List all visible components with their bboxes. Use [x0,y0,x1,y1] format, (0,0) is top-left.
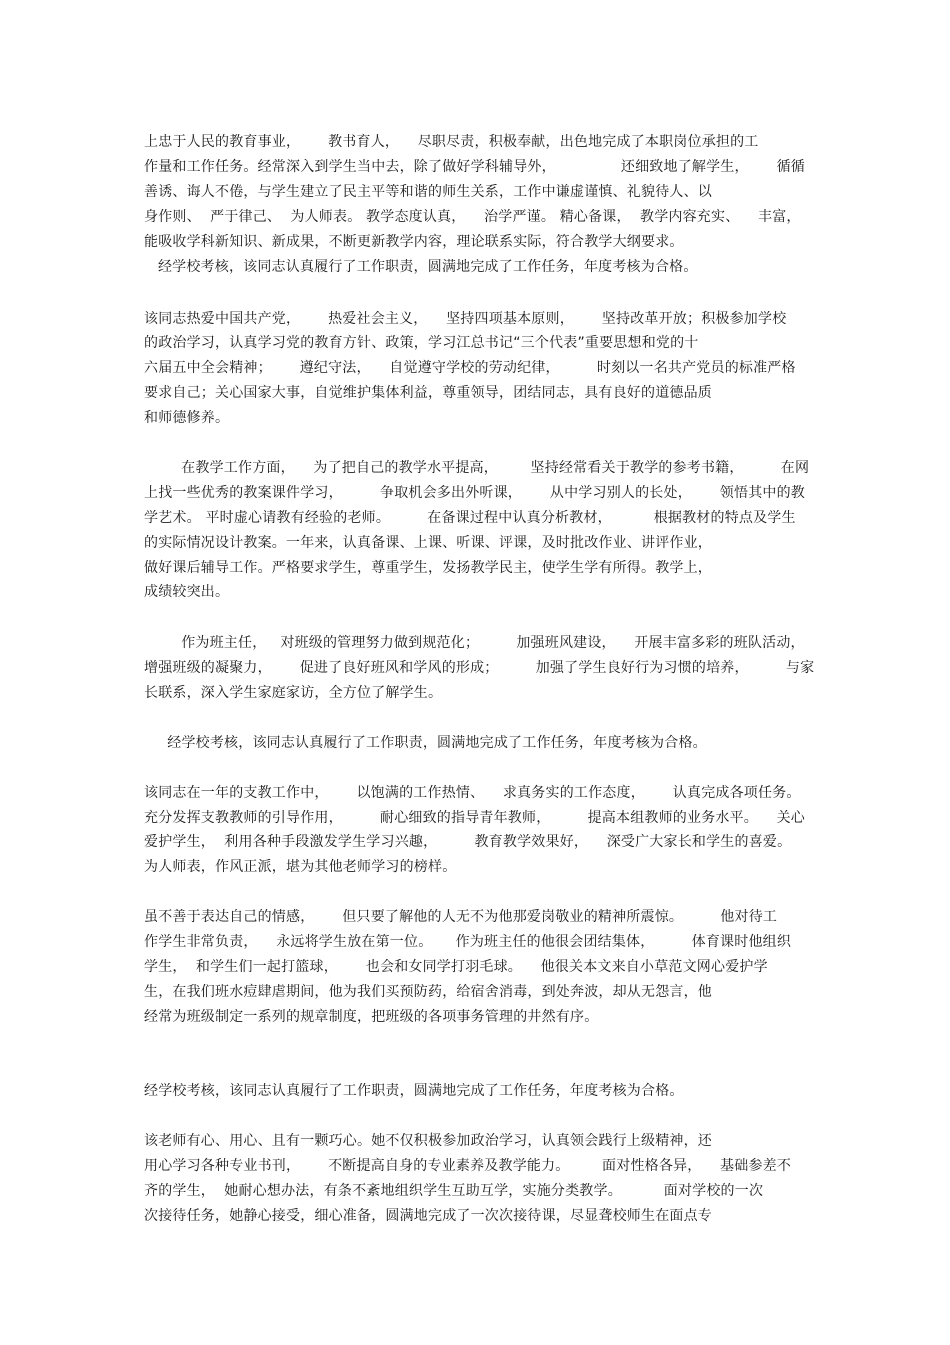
text-line: 作为班主任， 对班级的管理努力做到规范化； 加强班风建设， 开展丰富多彩的班队活动， [144,635,805,651]
text-line: 的实际情况设计教案。一年来，认真备课、上课、听课、评课，及时批改作业、讲评作业， [144,535,712,551]
text-line: 成绩较突出。 [144,584,230,600]
text-line: 虽不善于表达自己的情感， 但只要了解他的人无不为他那爱岗敬业的精神所震惊。 他对待工 [144,909,778,925]
text-line: 能吸收学科新知识、新成果，不断更新教学内容，理论联系实际，符合教学大纲要求。 [144,234,684,250]
text-line: 该老师有心、用心、且有一颗巧心。她不仅积极参加政治学习，认真领会践行上级精神，还 [144,1133,712,1149]
text-line: 爱护学生， 利用各种手段激发学生学习兴趣， 教育教学效果好， 深受广大家长和学生的喜爱。 [144,834,792,850]
text-line: 该同志在一年的支教工作中， 以饱满的工作热情、 求真务实的工作态度， 认真完成各项任务。 [144,785,801,801]
text-line: 为人师表，作风正派，堪为其他老师学习的榜样。 [144,859,457,875]
text-line: 要求自己；关心国家大事，自觉维护集体利益，尊重领导，团结同志，具有良好的道德品质 [144,385,712,401]
text-line: 的政治学习，认真学习党的教育方针、政策，学习江总书记“三个代表”重要思想和党的十 [144,335,699,351]
text-line: 在教学工作方面， 为了把自己的教学水平提高， 坚持经常看关于教学的参考书籍， 在网 [144,460,810,476]
text-line: 经学校考核，该同志认真履行了工作职责，圆满地完成了工作任务，年度考核为合格。 [144,1083,684,1099]
text-line: 善诱、诲人不倦，与学生建立了民主平等和谐的师生关系，工作中谦虚谨慎、礼貌待人、以 [144,184,712,200]
text-line: 经学校考核，该同志认真履行了工作职责，圆满地完成了工作任务，年度考核为合格。 [144,259,698,275]
text-line: 齐的学生， 她耐心想办法，有条不紊地组织学生互助互学，实施分类教学。 面对学校的一次 [144,1183,764,1199]
text-line: 身作则、 严于律己、 为人师表。 教学态度认真， 治学严谨。 精心备课， 教学内容充实、 丰富， [144,209,801,225]
text-line: 长联系，深入学生家庭家访，全方位了解学生。 [144,685,443,701]
text-line: 作量和工作任务。经常深入到学生当中去，除了做好学科辅导外， 还细致地了解学生， 循循 [144,159,806,175]
text-line: 经学校考核，该同志认真履行了工作职责，圆满地完成了工作任务，年度考核为合格。 [144,735,707,751]
text-line: 六届五中全会精神； 遵纪守法， 自觉遵守学校的劳动纪律， 时刻以一名共产党员的标准严格 [144,360,796,376]
text-line: 学生， 和学生们一起打篮球， 也会和女同学打羽毛球。 他很关本文来自小草范文网心爱护学 [144,959,768,975]
text-line: 次接待任务，她静心接受，细心准备，圆满地完成了一次次接待课，尽显聋校师生在面点专 [144,1208,712,1224]
text-line: 经常为班级制定一系列的规章制度，把班级的各项事务管理的井然有序。 [144,1009,599,1025]
text-line: 该同志热爱中国共产党， 热爱社会主义， 坚持四项基本原则， 坚持改革开放；积极参加学校 [144,311,787,327]
text-line: 和师德修养。 [144,410,230,426]
text-line: 上找一些优秀的教案课件学习， 争取机会多出外听课， 从中学习别人的长处， 领悟其中的教 [144,485,806,501]
text-line: 学艺术。 平时虚心请教有经验的老师。 在备课过程中认真分析教材， 根据教材的特点及学生 [144,510,796,526]
text-line: 生，在我们班水痘肆虐期间，他为我们买预防药，给宿舍消毒，到处奔波，却从无怨言，他 [144,984,712,1000]
text-line: 上忠于人民的教育事业， 教书育人， 尽职尽责，积极奉献，出色地完成了本职岗位承担的工 [144,134,759,150]
text-line: 充分发挥支教教师的引导作用， 耐心细致的指导青年教师， 提高本组教师的业务水平。 关心 [144,810,806,826]
text-line: 做好课后辅导工作。严格要求学生，尊重学生，发扬教学民主，使学生学有所得。教学上， [144,560,712,576]
text-line: 增强班级的凝聚力， 促进了良好班风和学风的形成； 加强了学生良好行为习惯的培养， 与家 [144,660,815,676]
text-line: 作学生非常负责， 永远将学生放在第一位。 作为班主任的他很会团结集体， 体育课时他组织 [144,934,792,950]
text-line: 用心学习各种专业书刊， 不断提高自身的专业素养及教学能力。 面对性格各异， 基础参差不 [144,1158,792,1174]
